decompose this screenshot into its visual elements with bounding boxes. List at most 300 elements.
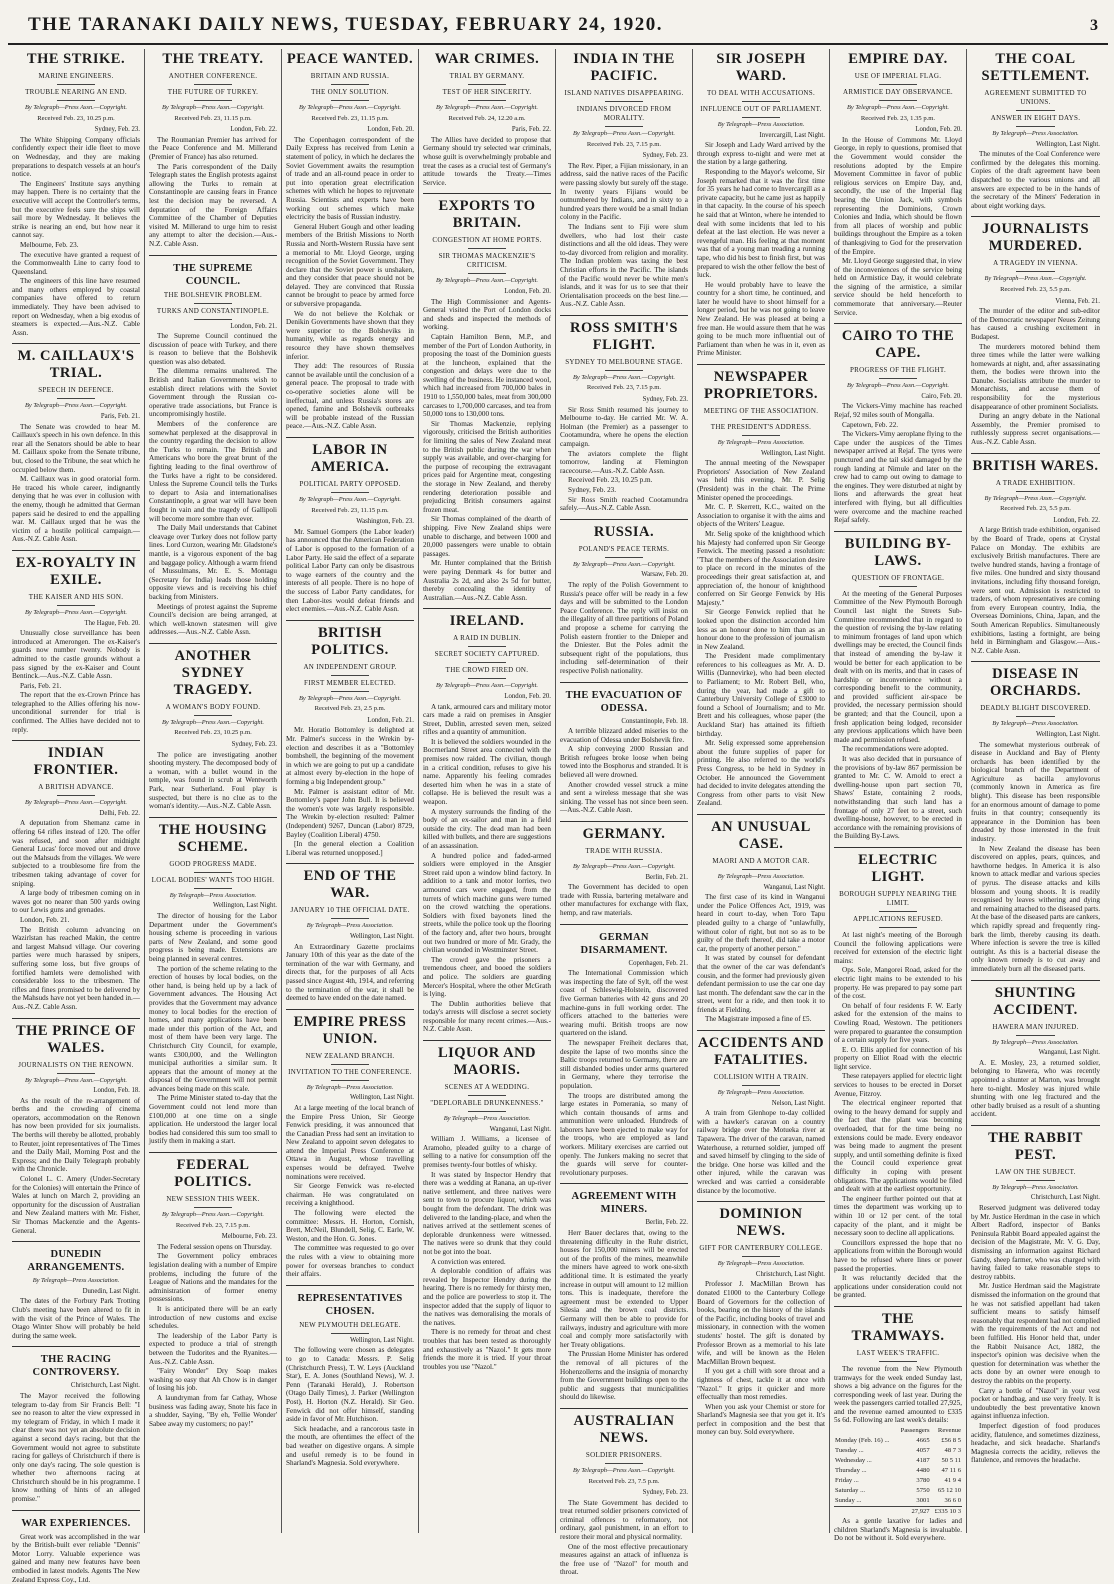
rule-divider xyxy=(468,248,506,249)
article xyxy=(697,1201,825,1437)
article-headline: PEACE WANTED. xyxy=(286,51,414,67)
rule-divider xyxy=(605,126,643,127)
rule-divider xyxy=(331,1333,369,1334)
article-subhead: TEST OF HER SINCERITY. xyxy=(442,88,532,96)
article-byline: By Telegraph—Press Assn.—Copyright. xyxy=(435,277,539,285)
article xyxy=(286,437,414,614)
article-body xyxy=(971,307,1100,447)
article-paragraph: The Daily Mail understands that Cabinet cleavage over Turkey does not follow party lines. Lord Curzon, wearing Mr. Gladstone's mantle, is a vigorous exponent of the bag and baggage policy. Although a warm friend of Mussulmans, Mr. E. S. Montagu (Secretary for India) leads those holding opposite views and is receiving his chief backing from Ministers. xyxy=(149,524,277,601)
article-paragraph: The Allies have decided to propose that Germany should try selected war criminals, whose guilt is overwhelmingly probable and treat the cases as a crucial test of Germany's attitude towards the Treaty.—Times Service. xyxy=(423,135,551,187)
article-body xyxy=(971,741,1100,974)
traffic-row xyxy=(834,1466,962,1476)
rule-divider xyxy=(194,84,232,85)
rule-divider xyxy=(879,84,917,85)
article-subhead: AGREEMENT SUBMITTED TO UNIONS. xyxy=(984,89,1087,106)
article-headline: ANOTHER SYDNEY TRAGEDY. xyxy=(173,647,253,698)
article-paragraph: The police are investigating another shooting mystery. The decomposed body of a woman, with a bullet wound in the temple, was found in scrub at Wentworth Park, near Sutherland. Foul play is suspected, but there is no clue as to the woman's identity.—Aus.-N.Z. Cable Assn. xyxy=(149,750,277,811)
article-paragraph: The portion of the scheme relating to the erection of houses by local bodies, on the other hand, is being held up by a lack of Government advances. The Housing Act provides that the Government may advance money to local bodies for the erection of homes, and many applications have been made under this portion of the Act, and most of them have been very large. The Christchurch City Council, for example, wants £300,000, and the Wellington municipal authorities a similar sum. It appears that the amount of money at the disposal of the Government will not permit advances being made on this scale. xyxy=(149,964,277,1093)
article-body xyxy=(560,1229,688,1402)
article xyxy=(12,740,140,1011)
article-byline: By Telegraph—Press Assn.—Copyright. xyxy=(435,104,539,111)
article-paragraph: Sick headache, and a rancorous taste in the mouth, are oftentimes the effect of the bad weather on digestive organs. A simple and useful remedy is to be found in Sharland's Magnesia. Sold everywhere. xyxy=(286,1424,414,1468)
article-subhead: A TRAGEDY IN VIENNA. xyxy=(993,259,1078,268)
article xyxy=(286,1285,414,1468)
article-body xyxy=(149,136,277,249)
article-paragraph: Members of the conference are somewhat perplexed at the disapproval in the country regarding the decision to allow the Turks to remain. The British and Americans who bore the great brunt of the fighting leading to the final overthrow of the Turks have a right to be considered. Unless the Supreme Council tells the Turks to depart to Asia and internationalises Constantinople, a great war will have been fought in vain and the tragedy of Gallipoli will become more sombre than ever. xyxy=(149,420,277,523)
article-paragraph: Sir George Fenwick was re-elected chairman. He was congratulated on receiving a knighthood. xyxy=(286,1182,414,1208)
article-subhead: REPRESENTATIVES CHOSEN. xyxy=(297,1292,403,1317)
section-divider xyxy=(149,255,277,256)
article-subhead: A WOMAN'S BODY FOUND. xyxy=(165,702,261,711)
article-paragraph: Mr. Lloyd George suggested that, in view of the inconveniences of the service being held on Armistice Day, it would celebrate the signing of the armistice, a similar service should be held henceforth to commemorate that anniversary.—Reuter Service. xyxy=(834,257,962,317)
rule-divider xyxy=(879,1361,917,1362)
article-paragraph: A large British trade exhibition, organised by the Board of Trade, opens at Crystal Palace on Monday. The exhibits are exclusively British manufactures. There are twelve hundred stands, having a frontage of five miles. One hundred and sixty thousand invitations, including fifty thousand foreign, were sent out. Admission is restricted to traders, of whom representatives are coming from every European country, India, the Overseas Dominions, China, Japan, and the South American Republics. Simultaneously exhibitions, lasting a fortnight, are being held in Birmingham and Glasgow.—Aus.-N.Z. Cable Assn. xyxy=(971,526,1100,655)
article xyxy=(286,863,414,1002)
article-paragraph: The executive have granted a request of the Commonwealth Line to carry food to Queensland. xyxy=(12,250,140,276)
article-subhead: TURKS AND CONSTANTINOPLE. xyxy=(156,306,270,315)
rule-divider xyxy=(605,370,643,371)
article-subhead: THE FUTURE OF TURKEY. xyxy=(167,88,259,96)
section-divider xyxy=(834,531,962,532)
article-paragraph: A terrible blizzard added miseries to the evacuation of Odessa under Bolshevik fire. xyxy=(560,727,688,744)
article-subhead: SOLDIER PRISONERS. xyxy=(585,1450,663,1459)
traffic-cell: Friday ... xyxy=(835,1477,859,1485)
section-divider xyxy=(697,1201,825,1202)
section-divider xyxy=(560,519,688,520)
article-paragraph: A tank, armoured cars and military motor cars made a raid on premises in Ansgier Street, Dublin, arrested seven men, seized rifles and a quantity of ammunition. xyxy=(423,702,551,737)
article-byline: By Telegraph—Press Association. xyxy=(32,1277,120,1285)
article-dateline: Berlin, Feb. 21. xyxy=(645,873,688,881)
rule-divider xyxy=(331,492,369,493)
article-byline: By Telegraph—Press Association. xyxy=(306,1083,394,1091)
article-paragraph: In the House of Commons Mr. Lloyd George, in reply to questions, promised that the Government would consider the resolutions adopted by the Empire Movement Committee in favor of public religious services on Empire Day, and, secondly, the use of the Imperial flag bearing the Union Jack, with symbols representing the Dominions, Crown Colonies and India, which should be flown from all places of worship and public buildings throughout the Empire as a token of thanksgiving to God for the preservation of the Empire. xyxy=(834,135,962,256)
rule-divider xyxy=(57,84,95,85)
article-byline: By Telegraph—Press Assn.—Copyright. xyxy=(846,382,950,390)
article-body xyxy=(423,703,551,1035)
article-subhead: THE CROWD FIRED ON. xyxy=(445,666,529,675)
article-dateline: Wellington, Last Night. xyxy=(760,449,825,457)
section-divider xyxy=(286,1009,414,1010)
column-3 xyxy=(282,49,419,1533)
article-dateline: Wellington, Last Night. xyxy=(1035,140,1100,148)
article-paragraph: The murder of the editor and sub-editor of the Democratic newspaper Neues Zeitung has caused a crushing excitement in Budapest. xyxy=(971,307,1100,341)
article-headline: NEWSPAPER PROPRIETORS. xyxy=(703,369,819,403)
page-number: 3 xyxy=(1090,17,1098,34)
article-subhead: DEADLY BLIGHT DISCOVERED. xyxy=(980,704,1091,713)
article-subhead: MAORI AND A MOTOR CAR. xyxy=(712,856,810,865)
article-body xyxy=(12,1392,140,1504)
article-paragraph: A train from Glenhope to-day collided with a hawker's caravan on a country railway bridge over the Motueka river at Tapawera. The driver of the caravan, named Waterhouse, a returned soldier, jumped off and saved himself by clinging to the side of the bridge. One horse was killed and the other injured, while the caravan was wrecked and was carried a considerable distance by the locomotive. xyxy=(697,1109,825,1195)
rule-divider xyxy=(1016,491,1055,492)
section-divider xyxy=(149,817,277,818)
traffic-cell: Monday (Feb. 16) ... xyxy=(835,1437,890,1445)
article-subhead: THE RACING CONTROVERSY. xyxy=(32,1354,120,1379)
article xyxy=(12,1241,140,1340)
traffic-cell: Thursday ... xyxy=(835,1467,867,1475)
article xyxy=(697,814,825,1024)
traffic-cell: Saturday ... xyxy=(835,1487,866,1495)
section-divider xyxy=(834,847,962,848)
article-paragraph: Imperfect digestion of food produces acidity, flatulence, and sometimes dizziness, headache, and sick headache. Sharland's Magnesia corrects the acidity, relieves the flatulence, and removes the headache. xyxy=(971,1421,1100,1465)
rule-divider xyxy=(468,273,506,274)
article-paragraph: M. Caillaux was in good oratorial form. He traced his whole career, indignantly denying that he was ever in collusion with the enemy, though he admitted that German papers said he desired to end the appalling war. M. Caillaux urged that he was the victim of a hostile political campaign.—Aus.-N.Z. Cable Assn. xyxy=(12,475,140,544)
article-headline: LIQUOR AND MAORIS. xyxy=(437,1045,537,1079)
rule-divider xyxy=(57,1073,95,1074)
article-byline: By Telegraph—Press Association. xyxy=(992,1038,1079,1046)
article-subhead: JOURNALISTS ON THE RENOWN. xyxy=(18,1060,134,1069)
article-subhead: NEW PLYMOUTH DELEGATE. xyxy=(299,1320,401,1329)
article-paragraph: The Prussian Home Minister has ordered the removal of all pictures of the Hohenzollerns and the insignia of monarchy from the Government buildings open to the public and suggests that municipalities should do likewise. xyxy=(560,1350,688,1402)
article-subhead: INVITATION TO THE CONFERENCE. xyxy=(288,1067,412,1076)
article-dateline: Wellington, Last Night. xyxy=(349,932,414,940)
article-body xyxy=(560,406,688,513)
article-paragraph: The Government has decided to open trade with Russia, bartering metalware and other manufactures for exchange with flax, hemp, and raw materials. xyxy=(560,883,688,917)
article xyxy=(149,817,277,1146)
article-subhead: TRADE WITH RUSSIA. xyxy=(585,847,663,856)
article-body xyxy=(697,459,825,808)
article xyxy=(149,51,277,249)
article-headline: SHUNTING ACCIDENT. xyxy=(993,984,1078,1018)
article-byline: By Telegraph—Press Assn.—Copyright. xyxy=(161,718,265,726)
article-body xyxy=(286,1346,414,1467)
article xyxy=(423,51,551,187)
article-subhead: BOROUGH SUPPLY NEARING THE LIMIT. xyxy=(839,889,957,907)
article-paragraph: In New Zealand the disease has been discovered on apples, pears, quinces, and hawthorne hedges. In America it is also known to attack medlar and various species of pyrus. The disease attacks and kills blossom and young shoots. It is readily recognised by leaves withering and dying and remaining attached to the diseased parts. At the base of the diseased parts are cankers, which rapidly spread and frequently ring-bark the limb, thereby causing its death. Where infection is severe the tree is killed outright. As this is a bacterial disease the only known remedy is to cut away and immediately burn all the diseased parts. xyxy=(971,844,1100,973)
rule-divider xyxy=(194,303,232,304)
article-headline: ELECTRIC LIGHT. xyxy=(858,851,938,885)
article-paragraph: The Magistrate imposed a fine of £5. xyxy=(705,1015,812,1024)
article xyxy=(971,453,1100,656)
section-divider xyxy=(697,814,825,815)
article-paragraph: Mr. C. P. Skerrett, K.C., waited on the Association to organise it with the aims and objects of the Writers' League. xyxy=(697,503,825,529)
article-paragraph: General Hubert Gough and other leading members of the British Missions to North Russia and North-Western Russia have sent a memorial to Mr. Lloyd George, urging recognition of the Soviet Government. They declare that the Soviet power is unshaken, and they consider that peace should not be delayed. They are convinced that Russia cannot be brought to peace by armed force or subversive propaganda. xyxy=(286,222,414,309)
article-dateline: Vienna, Feb. 21. xyxy=(1055,297,1100,305)
article-subhead: SYDNEY TO MELBOURNE STAGE. xyxy=(565,357,683,366)
article-paragraph: The committee was requested to go over the rules with a view to obtaining more power for overseas branches to conduct their affairs. xyxy=(286,1244,414,1279)
section-divider xyxy=(971,1125,1100,1126)
article xyxy=(560,315,688,513)
article-paragraph: The Indians sent to Fiji were slum dwellers, who had lost their caste distinctions and all the old ideas. They were to-day divorced from religion and morality. The Indian problem was taxing the best Christian efforts in the Pacific. The islands of the Pacific would never be white men's islands, and it was for us to see that their Orientalisation proceeds on the best line.—Aus.-N.Z. Cable Assn. xyxy=(560,222,688,309)
traffic-header: Passengers xyxy=(900,1427,930,1435)
article-byline: By Telegraph—Press Assn.—Copyright. xyxy=(161,104,265,111)
article-paragraph: The British column advancing on Wazirlstan has reached Makin, the centre and largest Mahsud village. Our covering parties were much harassed by snipers, suffering some loss, but five groups of fortified hamlets were demolished with considerable loss to the tribesmen. The rifles and fines promised to be delivered by the Mahsuds have not yet been handed in.—Aus.-N.Z. Cable Assn. xyxy=(12,925,140,1011)
article-subhead: SECRET SOCIETY CAPTURED. xyxy=(434,650,540,659)
rule-divider xyxy=(468,646,506,647)
traffic-cell: 36 6 0 xyxy=(944,1497,961,1505)
article-paragraph: Sydney, Feb. 23. xyxy=(568,486,617,494)
section-divider xyxy=(12,550,140,551)
article-body xyxy=(560,162,688,309)
article-paragraph: The minutes of the Coal Conference were confirmed by the delegates this morning. Copies of the draft agreement have been dispatched to the various unions and all answers are expected to be in the hands of the secretary of the Miners' Federation in about eight working days. xyxy=(971,150,1100,210)
article-paragraph: Mr. Palmer is assistant editor of Mr. Bottomley's paper John Bull. It is believed the women's vote was largely responsible. The Wrekin by-election resulted: Palmer (Independent) 9267, Duncan (Labor) 8729, Bayley (Coalition Liberal) 4750. xyxy=(286,787,414,839)
article-dateline: Berlin, Feb. 22. xyxy=(645,1219,688,1227)
article-dateline: The Hague, Feb. 20. xyxy=(84,619,140,627)
article-body xyxy=(12,1097,140,1236)
traffic-cell: 50 5 11 xyxy=(941,1457,961,1465)
article-paragraph: The aviators complete the flight tomorrow, landing at Flemington racecourse.—Aus.-N.Z. Cable Assn. xyxy=(560,449,688,475)
article-byline: By Telegraph—Press Assn.—Copyright. xyxy=(24,799,128,807)
article xyxy=(560,821,688,918)
article xyxy=(560,924,688,1178)
article xyxy=(697,51,825,358)
article-subhead: SCENES AT A WEDDING. xyxy=(444,1083,530,1092)
article-dateline: Wanganui, Last Night. xyxy=(763,883,825,891)
rule-divider xyxy=(468,84,506,85)
article-paragraph: One of the most effective precautionary measures against an attack of influenza is the free use of "Nazol" for mouth and throat. xyxy=(560,1542,688,1577)
article-byline: By Telegraph—Press Association. xyxy=(992,130,1079,137)
article-paragraph: The Dublin authorities believe that today's arrests will disclose a secret society responsible for many recent crimes.—Aus.-N.Z. Cable Assn. xyxy=(423,999,551,1034)
column-6 xyxy=(693,49,830,1533)
article-body xyxy=(423,136,551,188)
article-paragraph: The newspaper Freiheit declares that, despite the lapse of two months since the Baltic troops returned to Germany, there are still disbanded bodies under arms quartered in Germany, where they terrorise the population. xyxy=(560,1038,688,1090)
traffic-cell: 47 11 6 xyxy=(941,1467,961,1475)
article-paragraph: As a gentle laxative for ladies and children Sharland's Magnesia is invaluable. Do not be without it. Sold everywhere. xyxy=(834,1517,962,1543)
article xyxy=(560,519,688,676)
article-paragraph: The report that the ex-Crown Prince has telegraphed to the Allies offering his now-unconditional surrender for trial is confirmed. The Allies have decided not to reply. xyxy=(12,691,140,734)
article-subhead: CONGESTION AT HOME PORTS. xyxy=(432,236,542,245)
article-paragraph: Mr. Selig spoke of the knighthood which his Majesty had conferred upon Sir George Fenwick. The meeting passed a resolution: "That the members of the Association desire to place on record in the minutes of the proceedings their great satisfaction at, and appreciation of, the honour of knighthood conferred on Sir George Fenwick by His Majesty." xyxy=(697,529,825,607)
article-paragraph: The Roumanian Premier has arrived for the Peace Conference and M. Millerand (Premier of France) has also returned. xyxy=(149,135,277,161)
rule-divider xyxy=(1016,716,1055,717)
article-subhead: THE KAISER AND HIS SON. xyxy=(28,592,124,601)
article-subhead: BRITAIN AND RUSSIA. xyxy=(310,72,390,80)
article-body xyxy=(834,136,962,317)
article-headline: LABOR IN AMERICA. xyxy=(310,441,390,475)
article xyxy=(12,1018,140,1236)
article-subhead: SIR THOMAS MACKENZIE'S CRITICISM. xyxy=(438,252,536,270)
article-byline: By Telegraph—Press Assn.—Copyright. xyxy=(984,275,1087,283)
article-dateline: Sydney, Feb. 23. xyxy=(231,741,277,749)
article-paragraph: Sir Joseph and Lady Ward arrived by the through express to-night and were met at the station by a large gathering. xyxy=(697,141,825,167)
traffic-cell: 3001 xyxy=(916,1497,930,1505)
article-dateline: Sydney, Feb. 23. xyxy=(642,1489,688,1497)
traffic-row xyxy=(834,1486,962,1496)
traffic-header: Revenue xyxy=(937,1427,961,1435)
article-subhead: NEW ZEALAND BRANCH. xyxy=(305,1051,395,1060)
article-subhead: MARINE ENGINEERS. xyxy=(38,72,114,80)
article-headline: WAR CRIMES. xyxy=(434,51,540,67)
article xyxy=(286,620,414,858)
article-byline: By Telegraph—Press Assn.—Copyright. xyxy=(298,495,402,503)
article-byline: By Telegraph—Press Assn.—Copyright. xyxy=(24,402,128,410)
article-dateline: Christchurch, Last Night. xyxy=(1030,1194,1100,1202)
newspaper-title: THE TARANAKI DAILY NEWS, TUESDAY, FEBRUARY 24, 1920. xyxy=(28,14,663,35)
article-dateline: Nelson, Last Night. xyxy=(771,1099,825,1107)
column-5 xyxy=(556,49,693,1577)
article-paragraph: The International Commission which was inspecting the fate of Sylt, off the west coast of Schleswig-Holstein, discovered five German batteries with 42 guns and 20 machine-guns in full working order. The officers attached to the batteries were wearing mufti. British troops are now quartered on the island. xyxy=(560,969,688,1038)
article-paragraph: It was stated by counsel for defendant that the owner of the car was defendant's cousin, and the former had previously given defendant permission to use the car one day last month. The defendant saw the car in the street, went for a ride, and then took it to friends at Fielding. xyxy=(697,954,825,1014)
article xyxy=(423,193,551,602)
article-paragraph: The Vickers-Vimy machine has reached Rejaf, 92 miles south of Mongalla. xyxy=(834,402,962,420)
traffic-cell: 3780 xyxy=(916,1477,930,1485)
article-headline: DOMINION NEWS. xyxy=(719,1206,803,1240)
section-divider xyxy=(286,863,414,864)
rule-divider xyxy=(194,715,232,716)
rule-divider xyxy=(1016,1180,1055,1181)
article xyxy=(971,980,1100,1119)
article-paragraph: A deplorable condition of affairs was revealed by Inspector Hendry during the hearing. There is no remedy for thirsty men, and the police are powerless to stop it. The inspector added that the supply of liquor to the natives was demoralising the morals of the natives. xyxy=(423,1267,551,1327)
received-time: Received Feb. 23, 11.15 p.m. xyxy=(311,114,389,122)
article-headline: EMPIRE DAY. xyxy=(848,51,948,67)
article-body xyxy=(971,150,1100,210)
article-headline: ACCIDENTS AND FATALITIES. xyxy=(697,1035,825,1069)
article-body xyxy=(834,590,962,841)
article-subhead: PROGRESS OF THE FLIGHT. xyxy=(849,366,947,375)
received-time: Received Feb. 23, 7.15 p.m. xyxy=(586,140,662,148)
section-divider xyxy=(560,1408,688,1409)
article-paragraph: Mr. Horatio Bottomley is delighted at Mr. Palmer's success in the Wrekin by-election and describes it as a "Bottomley bombshell, the beginning of the movement in which we are going to put up a candidate at almost every by-election in the hope of forming a big Independent group." xyxy=(286,726,414,787)
article-byline: By Telegraph—Press Assn.—Copyright. xyxy=(846,104,950,111)
article-paragraph: A large body of tribesmen coming on in waves got no nearer than 500 yards owing to our Lewis guns and grenades. xyxy=(12,889,140,915)
rule-divider xyxy=(331,675,369,676)
article-body xyxy=(697,1109,825,1195)
article-paragraph: The first case of its kind in Wanganui under the Police Offences Act, 1919, was heard in court to-day, when Toro Tapu pleaded guilty to a charge of "unlawfully, without color of right, but not so as to be guilty of the theft thereof, did take a motor car, the property of another person." xyxy=(697,893,825,953)
received-time: Received Feb. 23, 1.35 p.m. xyxy=(860,114,936,122)
traffic-header-row xyxy=(834,1426,962,1436)
article-paragraph: If you get a chill with sore throat and a tightness of chest, tackle it at once with "Nazol." It grips it quicker and more effectually than most remedies. xyxy=(697,1367,825,1402)
traffic-cell: 5750 xyxy=(916,1487,930,1495)
article-byline: By Telegraph—Press Association. xyxy=(717,121,805,128)
section-divider xyxy=(560,315,688,316)
article xyxy=(286,51,414,431)
article-subhead: A BRITISH ADVANCE. xyxy=(38,783,114,792)
article-subhead: AN INDEPENDENT GROUP. xyxy=(303,662,397,671)
section-divider xyxy=(12,1018,140,1019)
rule-divider xyxy=(331,918,369,919)
received-time: Received Feb. 24, 12.20 a.m. xyxy=(448,114,526,122)
article-body xyxy=(286,943,414,1003)
article-paragraph: There is no remedy for throat and chest troubles that has been tested as thoroughly and exhaustively as "Nazol." It gets more friends the more it is tried. If your throat troubles you use "Nazol." xyxy=(423,1328,551,1371)
article-byline: By Telegraph—Press Association. xyxy=(717,872,805,880)
article-paragraph: Responding to the Mayor's welcome, Sir Joseph remarked that it was the first time for 35 years he had come to Invercargill as a private capacity, but he came just as happily in that capacity. In the course of his speech he said that at Winton, where he intended to deal with some incidents that led to his defeat at the last election. He was never a revengeful man. His feeling at that moment was that of a young man treading a running tape, who did his best to finish first, but was prepared to wish the other fellow the best of luck. xyxy=(697,167,825,280)
article-subhead: MEETING OF THE ASSOCIATION. xyxy=(703,407,819,416)
article-dateline: Dunedin, Last Night. xyxy=(82,1287,140,1295)
article-dateline: Washington, Feb. 23. xyxy=(356,518,414,526)
article-byline: By Telegraph—Press Assn.—Copyright. xyxy=(24,608,128,616)
section-divider xyxy=(286,1285,414,1286)
rule-divider xyxy=(468,1111,506,1112)
article-headline: THE PRINCE OF WALES. xyxy=(15,1022,137,1056)
section-divider xyxy=(423,1040,551,1041)
article-headline: RUSSIA. xyxy=(593,523,655,540)
received-time: Received Feb. 23, 5.5 p.m. xyxy=(1000,285,1071,293)
article-paragraph: The High Commissioner and Agents-General visited the Port of London docks and sheds and inspected the methods of working. xyxy=(423,297,551,332)
article-paragraph: Unusually close surveillance has been introduced at Amerongen. The ex-Kaiser's guards now number twenty. Nobody is admitted to the castle grounds without a pass signed by the ex-Kaiser and Count Bentinck.—Aus.-N.Z. Cable Assn. xyxy=(12,629,140,681)
article-paragraph: The annual meeting of the Newspaper Proprietors' Association of New Zealand was held this evening. Mr. P. Selig (President) was in the chair. The Prime Minister opened the proceedings. xyxy=(697,459,825,502)
article-paragraph: Professor J. MacMillan Brown has donated £1000 to the Canterbury College Board of Governors for the collection of books, bearing on the history of the islands of the Pacific, including books of travel and missionary, in connection with the women students' hostel. The gift is donated by Professor Brown as a memorial to his late wife, and will be known as the Helen MacMillan Brown bequest. xyxy=(697,1280,825,1366)
article-dateline: Sydney, Feb. 23. xyxy=(94,126,140,134)
article-paragraph: A mystery surrounds the finding of the body of an ex-sailor and man in a field outside the city. The dead man had been killed with bullets, and there are suggestions of an assassination. xyxy=(423,807,551,850)
article-paragraph: Sir Thomas Mackenzie, replying vigorously, criticised the British authorities for limiting the sales of New Zealand meat to the British public during the war when supply was available, and over-charging for the purpose of recouping the extravagant prices paid for Argentine meat, congesting the storage in New Zealand, and thereby rendering deterioration possible and prejudicing British consumers against frozen meat. xyxy=(423,419,551,514)
rule-divider xyxy=(331,1080,369,1081)
article-dateline: Paris, Feb. 21. xyxy=(100,413,140,421)
article-paragraph: The Copenhagen correspondent of the Daily Express has received from Lenin a statement of policy, in which he declares the Soviet Government awaits the resumption of trade and an all-round peace in order to put into operation great electrification schemes with which he hopes to rejuvenate Russia. Scientists and experts have been working out schemes which make electricity the basis of Russian industry. xyxy=(286,135,414,222)
masthead xyxy=(8,14,1108,45)
article xyxy=(149,255,277,637)
article-body xyxy=(697,141,825,358)
section-divider xyxy=(12,1346,140,1347)
received-time: Received Feb. 23, 11.15 p.m. xyxy=(174,114,252,122)
rule-divider xyxy=(468,678,506,679)
article-dateline: Christchurch, Last Night. xyxy=(755,1270,825,1278)
article xyxy=(834,531,962,841)
article-subhead: USE OF IMPERIAL FLAG. xyxy=(854,72,942,80)
article-dateline: Copenhagen, Feb. 21. xyxy=(628,959,688,967)
article-subhead: FIRST MEMBER ELECTED. xyxy=(304,678,396,687)
traffic-cell: 4665 xyxy=(916,1437,930,1445)
article xyxy=(971,51,1100,210)
article-body xyxy=(423,1135,551,1371)
section-divider xyxy=(12,740,140,741)
article-body xyxy=(423,298,551,603)
article-headline: EXPORTS TO BRITAIN. xyxy=(438,198,536,232)
article-headline: ROSS SMITH'S FLIGHT. xyxy=(570,319,678,353)
article xyxy=(697,364,825,808)
article-paragraph: The revenue from the New Plymouth tramways for the week ended Sunday last, shows a big advance on the figures for the corresponding week of last year. During the week the passengers carried totalled 27,925, and the revenue earned amounted to £335 5s 6d. Following are last week's details: xyxy=(834,1364,962,1425)
rule-divider xyxy=(1016,271,1055,272)
section-divider xyxy=(971,216,1100,217)
article-subhead: AGREEMENT WITH MINERS. xyxy=(571,1191,677,1216)
article-paragraph: A deputation from Shemanz came in offering 64 rifles instead of 120. The offer was refused, and soon after midnight General Lucas' force moved out and drove out the Mahsuds from the villages. We were subjected to a troublesome fire from the tribesmen taking advantage of cover for sniping. xyxy=(12,819,140,888)
article-paragraph: Carry a bottle of "Nazol" in your vest pocket or handbag, and use very freely. It is undoubtedly the best preventative known against influenza infection. xyxy=(971,1386,1100,1421)
article-headline: JOURNALISTS MURDERED. xyxy=(981,221,1090,255)
article xyxy=(149,1152,277,1428)
article-byline: By Telegraph—Press Assn.—Copyright. xyxy=(572,863,676,871)
section-divider xyxy=(149,643,277,644)
rule-divider xyxy=(605,859,643,860)
article-headline: AUSTRALIAN NEWS. xyxy=(573,1412,675,1446)
article xyxy=(12,1510,140,1584)
article xyxy=(834,1306,962,1543)
article-subhead: TO DEAL WITH ACCUSATIONS. xyxy=(706,89,816,97)
rule-divider xyxy=(194,319,232,320)
article-paragraph: Mr. Selig expressed some apprehension about the future supplies of paper for printing. He also referred to the world's Press Congress, to be held in Sydney in October. He announced the Government had decided to invite delegates attending the Congress from other parts to visit New Zealand. xyxy=(697,739,825,808)
article-paragraph: The electrical engineer reported that owing to the heavy demand for supply and the fact that the plant was becoming overloaded, that for the time being no extensions could be made. Every endeavor was being made to augment the present supply, and until something definite is fixed the Council could experience great difficulty in coping with present obligations. The applications would be filed and dealt with at the earliest opportunity. xyxy=(834,1099,962,1194)
traffic-total-cell: 27,927 xyxy=(896,1507,930,1518)
column-1 xyxy=(8,49,145,1584)
article-body xyxy=(149,1243,277,1428)
article-headline: THE RABBIT PEST. xyxy=(988,1129,1083,1163)
article-paragraph: The engineer further pointed out that at times the department was working up to within 10 or 12 per cent. of the total capacity of the plant, and it might be necessary soon to decline all applications. xyxy=(834,1194,962,1238)
article-body xyxy=(560,1499,688,1577)
rule-divider xyxy=(468,100,506,101)
article-subhead: GOOD PROGRESS MADE. xyxy=(169,859,257,868)
rule-divider xyxy=(605,557,643,558)
received-time: Received Feb. 23, 7.15 p.m. xyxy=(175,1221,251,1229)
section-divider xyxy=(560,1183,688,1184)
article-paragraph: The following were elected the committee: Messrs. H. Horton, Cornish, Brett, McNeil, Blundell, Selig, C. Earle, W. Weston, and the Hon. G. Jones. xyxy=(286,1209,414,1243)
article-paragraph: The State Government has decided to treat returned soldier prisoners convicted of criminal offences to reformatory, not ordinary, gaol punishment, in an effort to restore their moral and physical normality. xyxy=(560,1498,688,1542)
article-paragraph: The dates of the Forbury Park Trotting Club's meeting have been altered to fit in with the visit of the Prince of Wales. The Otago Winter Show will probably be held during the same week. xyxy=(12,1297,140,1340)
article-paragraph: As the result of the re-arrangement of berths and the crowding of cinema operators, accommodation on the Renown has now been provided for six journalists. The berths will thereby be allotted, probably to Reuter, joint representatives of The Times and the Daily Mail, Morning Post and the Express; and the Daily Telegraph probably with the Chronicle. xyxy=(12,1096,140,1174)
article-paragraph: Ops. Sole, Mangorei Road, asked for the electric light mains to be extended to his property. He was prepared to pay some part of the cost. xyxy=(834,966,962,1001)
rule-divider xyxy=(194,1207,232,1208)
received-time: Received Feb. 23, 2.5 p.m. xyxy=(314,705,386,713)
article-body xyxy=(560,727,688,815)
article-body xyxy=(12,629,140,734)
article-byline: By Telegraph—Press Assn.—Copyright. xyxy=(572,560,676,568)
section-divider xyxy=(286,437,414,438)
article-byline: By Telegraph—Press Assn.—Copyright. xyxy=(161,1211,265,1219)
article-subhead: THE ONLY SOLUTION. xyxy=(311,88,389,96)
section-divider xyxy=(697,1030,825,1031)
rule-divider xyxy=(742,117,780,118)
article-subhead: THE EVACUATION OF ODESSA. xyxy=(565,689,683,714)
rule-divider xyxy=(742,435,780,436)
rule-divider xyxy=(1016,1035,1055,1036)
article-byline: By Telegraph—Press Assn.—Copyright. xyxy=(298,104,402,111)
article-subhead: TROUBLE NEARING AN END. xyxy=(25,88,127,96)
